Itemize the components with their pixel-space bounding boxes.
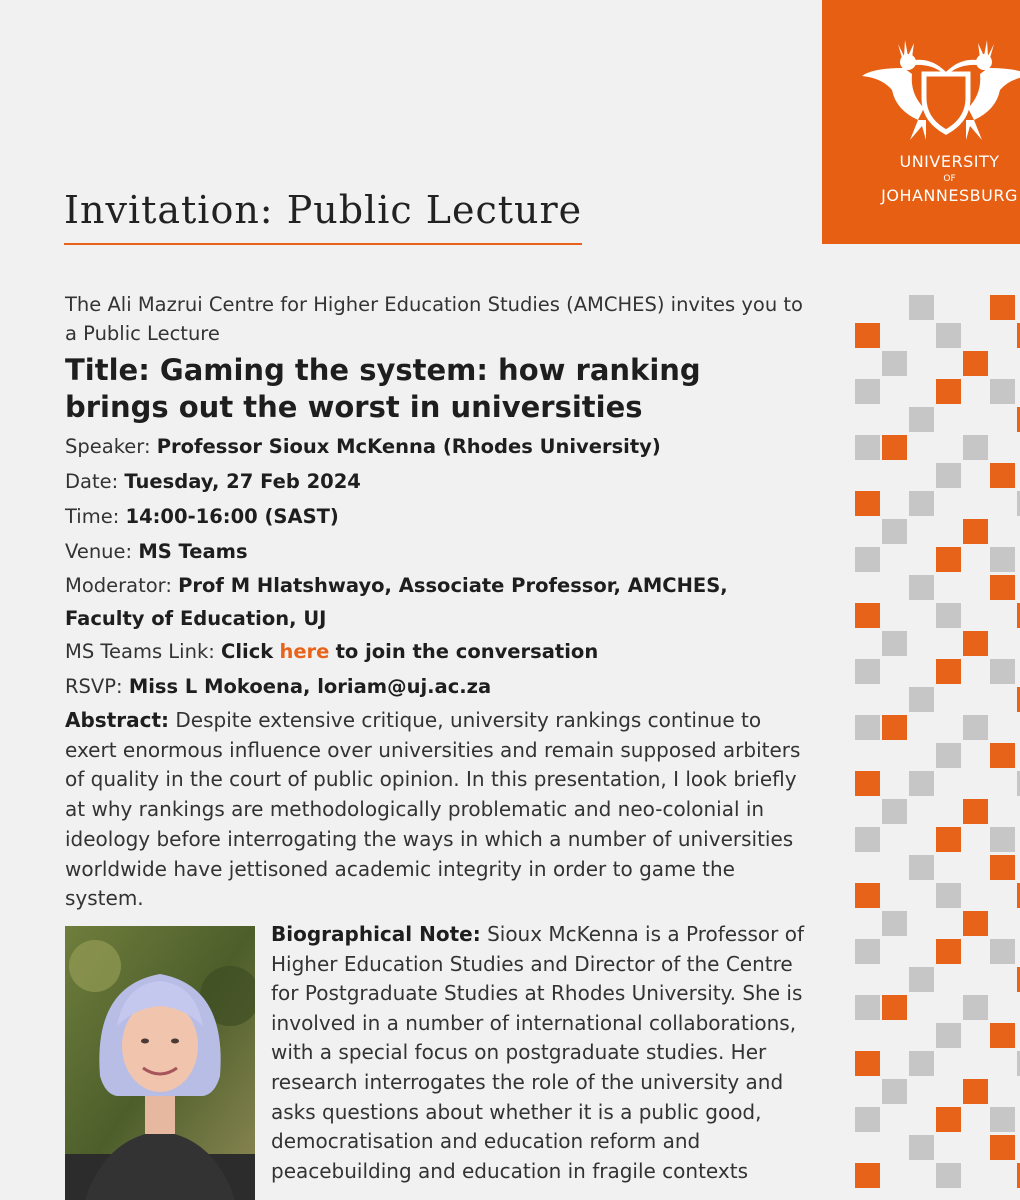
pattern-square — [855, 995, 880, 1020]
pattern-square — [855, 435, 880, 460]
pattern-square — [909, 295, 934, 320]
time-line — [65, 500, 805, 533]
pattern-square — [936, 463, 961, 488]
pattern-square — [936, 659, 961, 684]
pattern-square — [909, 855, 934, 880]
pattern-square — [963, 799, 988, 824]
bio-label: Biographical Note: — [271, 922, 481, 946]
teams-link-label: MS Teams Link: — [65, 640, 215, 663]
pattern-square — [963, 995, 988, 1020]
intro-text: The Ali Mazrui Centre for Higher Education Studies (AMCHES) invites you to a Public Lecture — [65, 293, 803, 345]
pattern-square — [963, 351, 988, 376]
pattern-square — [882, 519, 907, 544]
hoopoe-birds-shield-icon — [862, 28, 1020, 143]
pattern-square — [909, 687, 934, 712]
moderator-line — [65, 569, 805, 635]
rsvp-line — [65, 670, 805, 703]
speaker-value: Professor Sioux McKenna (Rhodes University) — [156, 435, 661, 458]
pattern-square — [990, 659, 1015, 684]
pattern-square — [909, 407, 934, 432]
pattern-square — [882, 799, 907, 824]
pattern-square — [936, 1023, 961, 1048]
pattern-square — [882, 435, 907, 460]
pattern-square — [882, 631, 907, 656]
pattern-square — [936, 743, 961, 768]
pattern-square — [990, 1107, 1015, 1132]
pattern-square — [855, 547, 880, 572]
pattern-square — [909, 771, 934, 796]
pattern-square — [936, 827, 961, 852]
pattern-square — [963, 435, 988, 460]
pattern-square — [855, 1107, 880, 1132]
pattern-square — [963, 1079, 988, 1104]
pattern-square — [855, 1163, 880, 1188]
pattern-square — [855, 1051, 880, 1076]
teams-link-line — [65, 635, 805, 668]
pattern-square — [990, 827, 1015, 852]
pattern-square — [990, 939, 1015, 964]
pattern-square — [855, 771, 880, 796]
pattern-square — [882, 995, 907, 1020]
pattern-square — [990, 855, 1015, 880]
venue-line — [65, 535, 805, 568]
pattern-square — [990, 379, 1015, 404]
abstract-label: Abstract: — [65, 708, 170, 732]
date-line — [65, 465, 805, 498]
date-label: Date: — [65, 470, 119, 493]
pattern-square — [855, 323, 880, 348]
pattern-square — [909, 967, 934, 992]
moderator-value: Prof M Hlatshwayo, Associate Professor, AMCHES, Faculty of Education, UJ — [65, 574, 728, 630]
pattern-square — [936, 883, 961, 908]
speaker-label: Speaker: — [65, 435, 151, 458]
pattern-square — [936, 1107, 961, 1132]
pattern-square — [855, 715, 880, 740]
date-value: Tuesday, 27 Feb 2024 — [124, 470, 361, 493]
pattern-square — [855, 491, 880, 516]
pattern-square — [909, 1051, 934, 1076]
pattern-square — [855, 603, 880, 628]
teams-join-link[interactable]: here — [279, 640, 330, 663]
abstract-paragraph — [65, 706, 805, 914]
pattern-square — [936, 379, 961, 404]
pattern-square — [990, 1023, 1015, 1048]
speaker-line — [65, 430, 805, 463]
abstract-text: Despite extensive critique, university rankings continue to exert enormous influence over universities and remain supposed arbiters of quality in the court of public opinion. In this presentation, I look briefly at why rankings are methodologically problematic and neo-colonial in ideology before interrogating the ways in which a number of universities worldwide have jettisoned academic integrity in order to game the system. — [65, 708, 801, 911]
pattern-square — [936, 603, 961, 628]
logo-text-university: UNIVERSITY — [899, 152, 1000, 171]
venue-label: Venue: — [65, 540, 133, 563]
moderator-label: Moderator: — [65, 574, 172, 597]
pattern-square — [855, 379, 880, 404]
pattern-square — [963, 911, 988, 936]
pattern-square — [855, 883, 880, 908]
pattern-square — [909, 575, 934, 600]
pattern-square — [936, 939, 961, 964]
logo-text-of: OF — [943, 174, 956, 184]
speaker-photo — [65, 926, 255, 1200]
pattern-square — [855, 827, 880, 852]
lecture-title: Title: Gaming the system: how ranking brings out the worst in universities — [65, 353, 701, 424]
pattern-square — [990, 575, 1015, 600]
pattern-square — [990, 295, 1015, 320]
pattern-square — [882, 351, 907, 376]
pattern-square — [909, 491, 934, 516]
pattern-square — [855, 939, 880, 964]
pattern-square — [936, 547, 961, 572]
pattern-square — [936, 1163, 961, 1188]
page-heading: Invitation: Public Lecture — [64, 188, 583, 232]
pattern-square — [963, 715, 988, 740]
teams-link-post: to join the conversation — [335, 640, 599, 663]
time-label: Time: — [65, 505, 120, 528]
university-logo — [822, 0, 1020, 244]
biographical-note — [271, 920, 806, 1186]
venue-value: MS Teams — [138, 540, 248, 563]
rsvp-value: Miss L Mokoena, loriam@uj.ac.za — [128, 675, 492, 698]
pattern-square — [936, 323, 961, 348]
pattern-square — [909, 1135, 934, 1160]
logo-text-johannesburg: JOHANNESBURG — [881, 186, 1018, 205]
pattern-square — [882, 1079, 907, 1104]
time-value: 14:00-16:00 (SAST) — [125, 505, 339, 528]
pattern-square — [882, 715, 907, 740]
pattern-square — [963, 519, 988, 544]
pattern-square — [882, 911, 907, 936]
pattern-square — [855, 659, 880, 684]
pattern-square — [963, 631, 988, 656]
teams-link-pre: Click — [221, 640, 274, 663]
rsvp-label: RSVP: — [65, 675, 123, 698]
pattern-square — [990, 547, 1015, 572]
pattern-square — [990, 1135, 1015, 1160]
bio-text: Sioux McKenna is a Professor of Higher Education Studies and Director of the Centre for Postgraduate Studies at Rhodes University. She is involved in a number of international collaborations, with a special focus on postgraduate studies. Her research interrogates the role of the university and asks questions about whether it is a public good, democratisation and education reform and peacebuilding and education in fragile contexts — [271, 922, 805, 1183]
pattern-square — [990, 463, 1015, 488]
pattern-square — [990, 743, 1015, 768]
heading-underline — [64, 243, 582, 245]
